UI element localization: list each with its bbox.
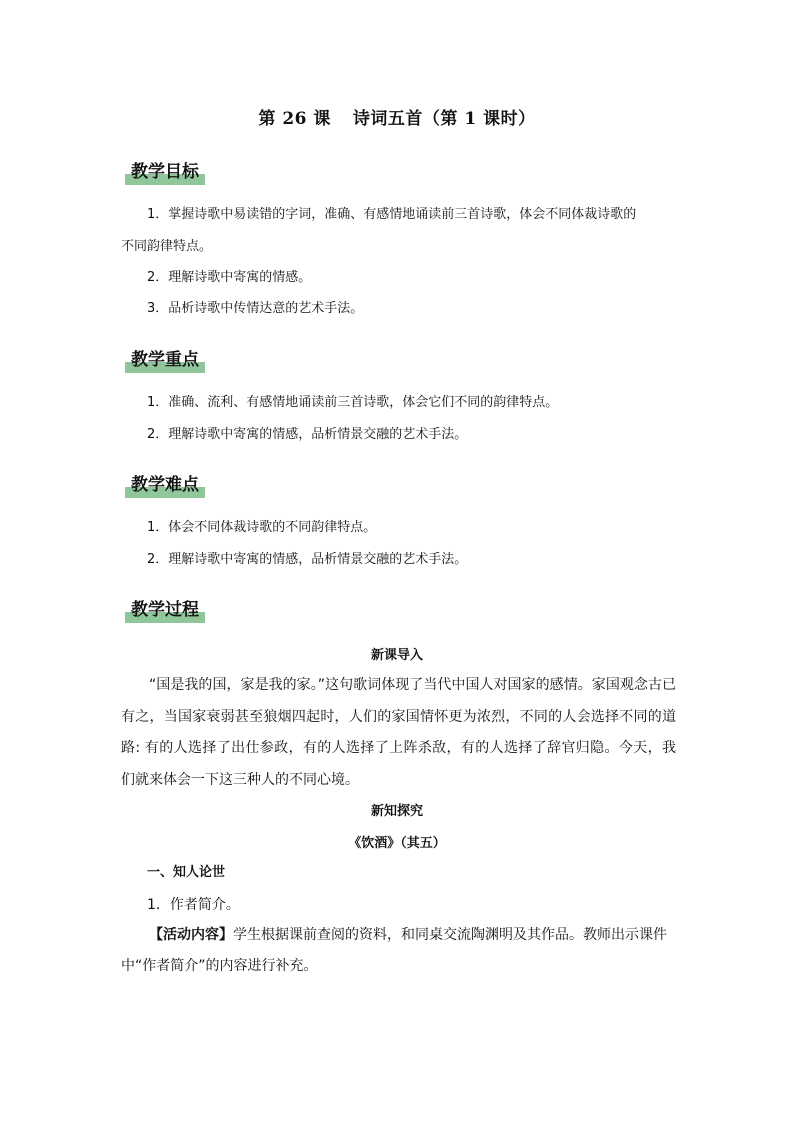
activity-text: 学生根据课前查阅的资料，和同桌交流陶渊明及其作品。教师出示课件中“作者简介”的内容进行补充。 [121, 927, 667, 974]
lesson-name: 诗词五首（第 1 课时） [352, 109, 536, 129]
section-heading-goals: 教学目标 [125, 161, 205, 187]
author-intro-item: 1．作者简介。 [147, 897, 240, 913]
key-point-line: 1．准确、流利、有感情地诵读前三首诗歌，体会它们不同的韵律特点。 [147, 395, 559, 410]
subsection-heading: 一、知人论世 [147, 865, 226, 880]
goal-line: 2．理解诗歌中寄寓的情感。 [147, 270, 312, 285]
lesson-number: 第 26 课 [258, 109, 331, 129]
goal-line: 不同韵律特点。 [121, 239, 213, 254]
activity-label: 【活动内容】 [149, 927, 233, 943]
goal-line: 1．掌握诗歌中易读错的字词，准确、有感情地诵读前三首诗歌，体会不同体裁诗歌的 [147, 207, 637, 222]
activity-paragraph [121, 920, 676, 982]
key-point-line: 2．理解诗歌中寄寓的情感，品析情景交融的艺术手法。 [147, 427, 468, 442]
poem-title: 《饮酒》（其五） [348, 836, 446, 851]
intro-heading: 新课导入 [370, 648, 423, 663]
page-title [0, 104, 794, 129]
intro-paragraph: “国是我的国，家是我的家。”这句歌词体现了当代中国人对国家的感情。家国观念古已有之，当国家衰弱甚至狼烟四起时，人们的家国情怀更为浓烈，不同的人会选择不同的道路: 有的人选择了出仕参政，有的人选择了上阵杀敌，有的人选择了辞官归隐。今天，我们就来体会一下这三种人的不同心境。 [121, 677, 676, 788]
section-heading-key-points: 教学重点 [125, 349, 205, 375]
section-heading-difficulties: 教学难点 [125, 474, 205, 500]
difficulty-line: 2．理解诗歌中寄寓的情感，品析情景交融的艺术手法。 [147, 552, 468, 567]
goal-line: 3．品析诗歌中传情达意的艺术手法。 [147, 301, 364, 316]
difficulty-line: 1．体会不同体裁诗歌的不同韵律特点。 [147, 520, 377, 535]
explore-heading: 新知探究 [370, 804, 423, 819]
section-heading-process: 教学过程 [125, 599, 205, 625]
